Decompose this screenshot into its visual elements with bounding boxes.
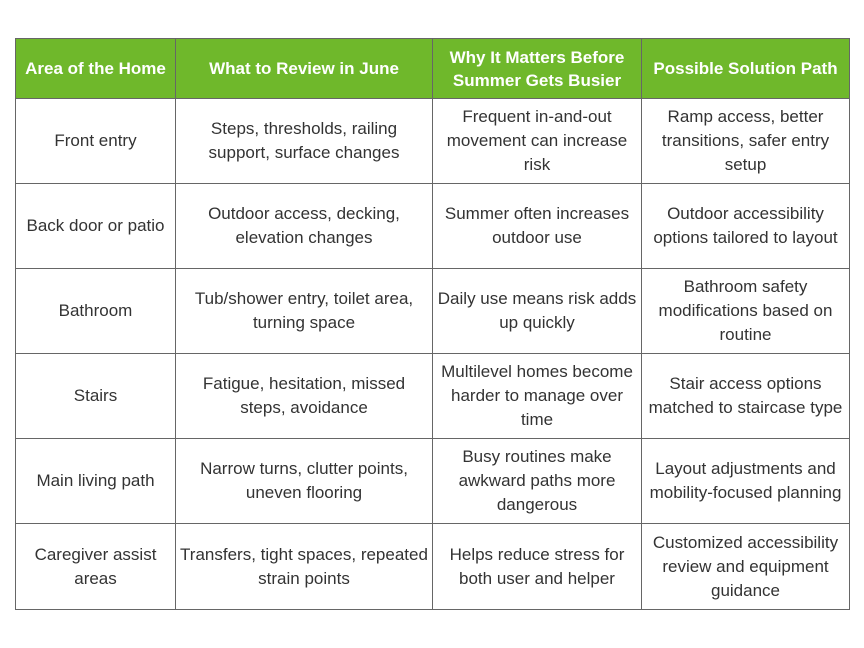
cell-solution: Bathroom safety modifications based on routine [642,269,850,354]
table-row [16,524,850,610]
cell-solution: Ramp access, better transitions, safer entry setup [642,99,850,184]
cell-solution: Customized accessibility review and equipment guidance [642,524,850,610]
home-review-table [15,38,850,610]
table-row [16,269,850,354]
header-row [16,39,850,99]
cell-why: Busy routines make awkward paths more dangerous [433,439,642,524]
cell-why: Daily use means risk adds up quickly [433,269,642,354]
cell-why: Helps reduce stress for both user and helper [433,524,642,610]
cell-why: Multilevel homes become harder to manage over time [433,354,642,439]
cell-area: Stairs [16,354,176,439]
cell-review: Outdoor access, decking, elevation changes [176,184,433,269]
table-row [16,99,850,184]
cell-area: Main living path [16,439,176,524]
cell-why: Summer often increases outdoor use [433,184,642,269]
cell-review: Steps, thresholds, railing support, surface changes [176,99,433,184]
cell-solution: Layout adjustments and mobility-focused planning [642,439,850,524]
cell-review: Fatigue, hesitation, missed steps, avoidance [176,354,433,439]
cell-solution: Outdoor accessibility options tailored to layout [642,184,850,269]
cell-review: Transfers, tight spaces, repeated strain points [176,524,433,610]
table-row [16,354,850,439]
header-cell-review: What to Review in June [176,39,433,99]
cell-review: Tub/shower entry, toilet area, turning space [176,269,433,354]
cell-area: Bathroom [16,269,176,354]
table-row [16,184,850,269]
cell-why: Frequent in-and-out movement can increase risk [433,99,642,184]
cell-solution: Stair access options matched to staircase type [642,354,850,439]
header-cell-area: Area of the Home [16,39,176,99]
header-cell-why: Why It Matters Before Summer Gets Busier [433,39,642,99]
cell-area: Caregiver assist areas [16,524,176,610]
header-cell-solution: Possible Solution Path [642,39,850,99]
table-row [16,439,850,524]
cell-area: Back door or patio [16,184,176,269]
cell-area: Front entry [16,99,176,184]
cell-review: Narrow turns, clutter points, uneven flooring [176,439,433,524]
table-container [15,38,849,610]
